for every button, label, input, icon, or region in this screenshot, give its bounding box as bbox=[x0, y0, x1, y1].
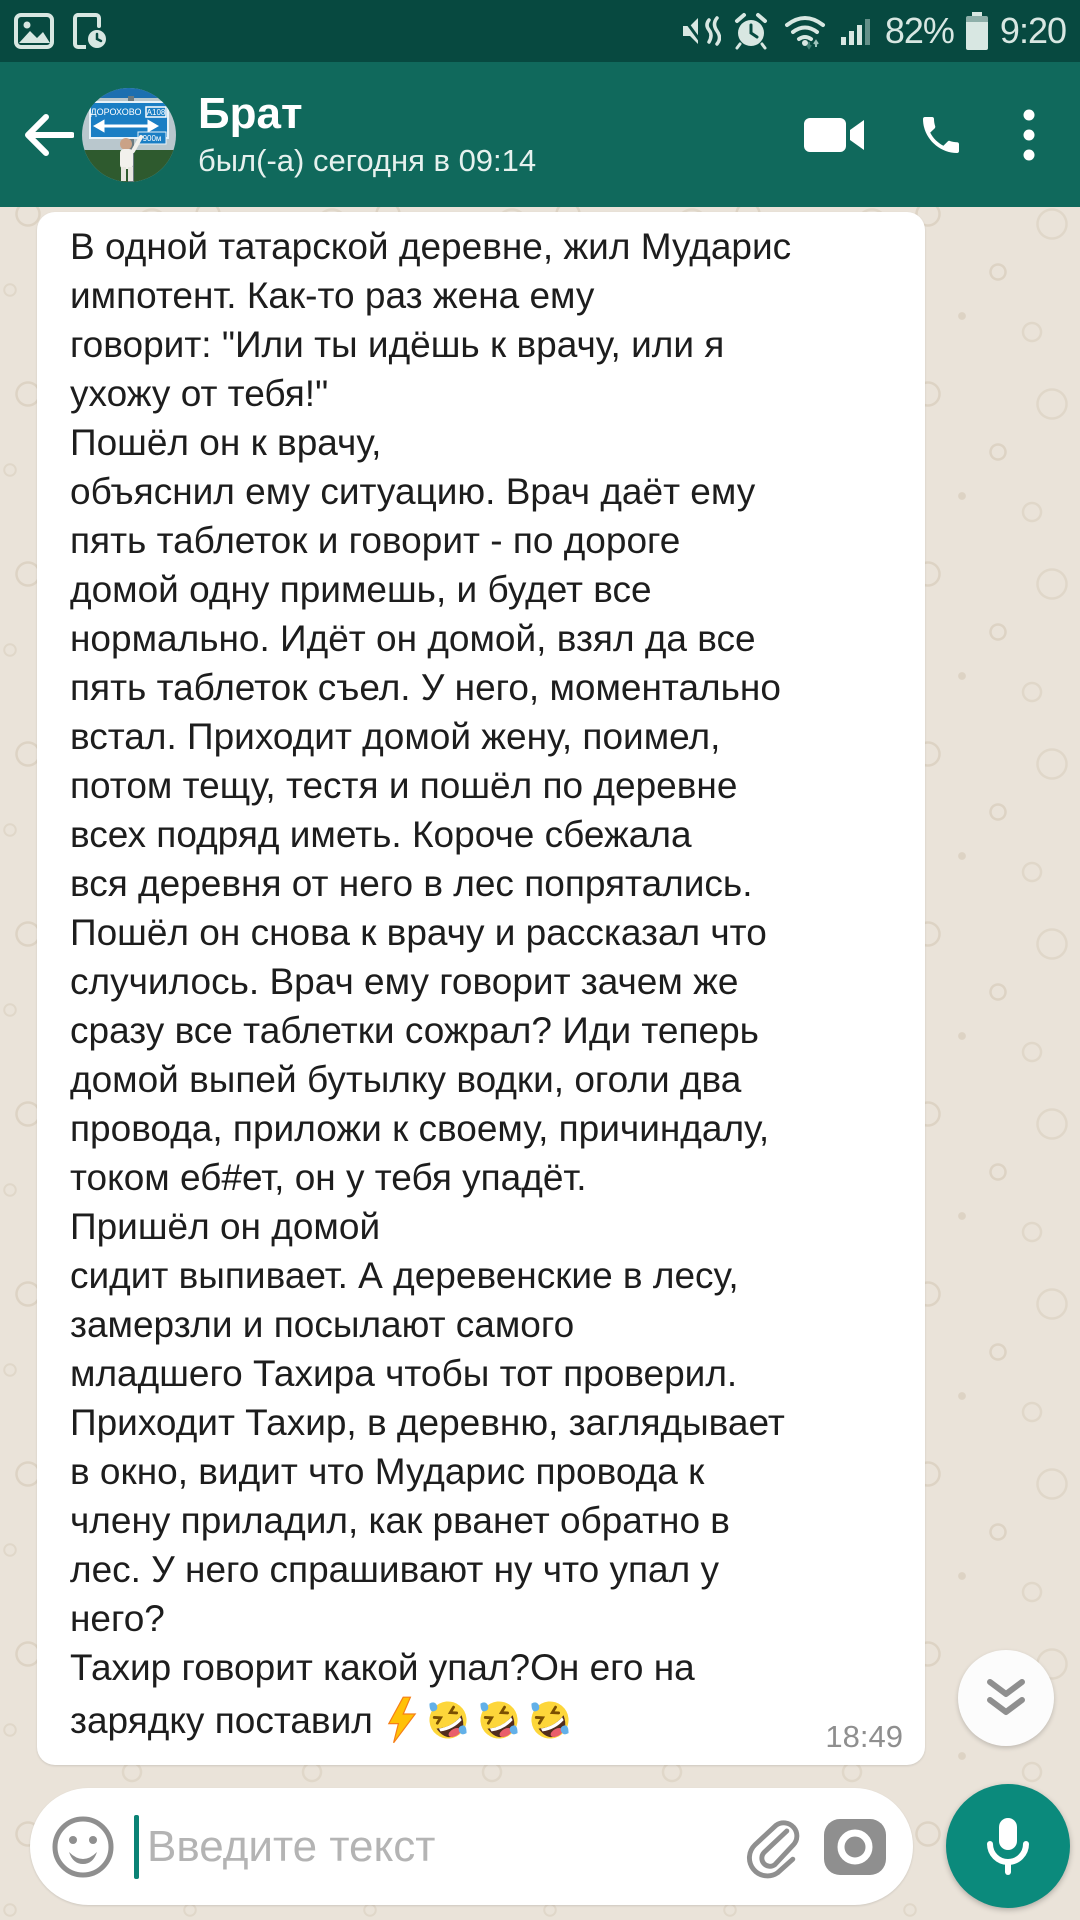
message-line: Приходит Тахир, в деревню, заглядывает bbox=[70, 1402, 785, 1443]
message-input[interactable] bbox=[145, 1821, 731, 1873]
back-button[interactable] bbox=[16, 90, 80, 180]
message-line: нормально. Идёт он домой, взял да все bbox=[70, 618, 756, 659]
video-call-button[interactable] bbox=[782, 85, 888, 185]
chat-header bbox=[0, 62, 1080, 207]
message-line: младшего Тахира чтобы тот проверил. bbox=[70, 1353, 738, 1394]
message-line: в окно, видит что Мударис провода к bbox=[70, 1451, 705, 1492]
more-vert-icon bbox=[1023, 107, 1035, 163]
rofl-emoji bbox=[475, 1696, 523, 1744]
microphone-icon bbox=[980, 1814, 1036, 1878]
video-call-icon bbox=[804, 114, 866, 156]
message-line: сразу все таблетки сожрал? Иди теперь bbox=[70, 1010, 759, 1051]
message-line: случилось. Врач ему говорит зачем же bbox=[70, 961, 739, 1002]
avatar-road-sign-photo bbox=[82, 88, 176, 182]
cellular-signal-icon bbox=[839, 13, 875, 49]
message-line: Пошёл он снова к врачу и рассказал что bbox=[70, 912, 767, 953]
smart-view-clock-icon bbox=[68, 11, 108, 51]
text-cursor bbox=[134, 1815, 139, 1879]
contact-avatar[interactable] bbox=[82, 88, 176, 182]
rofl-emoji bbox=[424, 1696, 472, 1744]
message-line: пять таблеток съел. У него, моментально bbox=[70, 667, 781, 708]
message-line: домой выпей бутылку водки, оголи два bbox=[70, 1059, 742, 1100]
battery-icon bbox=[964, 10, 990, 52]
message-line: провода, приложи к своему, причиндалу, bbox=[70, 1108, 770, 1149]
message-line: ухожу от тебя!" bbox=[70, 373, 329, 414]
scroll-to-bottom-button[interactable] bbox=[958, 1650, 1054, 1746]
header-actions bbox=[782, 85, 1064, 185]
camera-button[interactable] bbox=[815, 1802, 895, 1892]
mute-vibrate-icon bbox=[679, 12, 721, 50]
message-line: пять таблеток и говорит - по дороге bbox=[70, 520, 681, 561]
message-line: Пришёл он домой bbox=[70, 1206, 381, 1247]
message-line: встал. Приходит домой жену, поимел, bbox=[70, 716, 721, 757]
camera-icon bbox=[822, 1817, 888, 1877]
attach-button[interactable] bbox=[731, 1802, 815, 1892]
gallery-notification-icon bbox=[14, 13, 54, 49]
lightning-emoji bbox=[383, 1696, 421, 1744]
back-arrow-icon bbox=[22, 113, 74, 157]
chat-area bbox=[0, 207, 1080, 1785]
avatar-sign-distance: 900м bbox=[142, 133, 162, 143]
smiley-icon bbox=[50, 1814, 116, 1880]
voice-message-button[interactable] bbox=[946, 1784, 1070, 1908]
composer-bar bbox=[0, 1770, 1080, 1920]
message-timestamp: 18:49 bbox=[825, 1719, 903, 1754]
incoming-message-bubble[interactable] bbox=[37, 212, 925, 1765]
emoji-picker-button[interactable] bbox=[46, 1802, 120, 1892]
message-line: замерзли и посылают самого bbox=[70, 1304, 575, 1345]
message-line: Пошёл он к врачу, bbox=[70, 422, 382, 463]
phone-icon bbox=[917, 111, 965, 159]
message-line: члену приладил, как рванет обратно в bbox=[70, 1500, 730, 1541]
message-line: домой одну примешь, и будет все bbox=[70, 569, 652, 610]
message-line: вся деревня от него в лес попрятались. bbox=[70, 863, 753, 904]
message-line: сидит выпивает. А деревенские в лесу, bbox=[70, 1255, 739, 1296]
message-line: потом тещу, тестя и пошёл по деревне bbox=[70, 765, 738, 806]
message-line: лес. У него спрашивают ну что упал у bbox=[70, 1549, 719, 1590]
status-clock: 9:20 bbox=[999, 10, 1066, 51]
message-emojis bbox=[383, 1696, 574, 1744]
status-notification-icons bbox=[14, 11, 108, 51]
message-text bbox=[70, 222, 901, 1692]
message-line: всех подряд иметь. Короче сбежала bbox=[70, 814, 692, 855]
avatar-sign-badge: А108 bbox=[146, 107, 166, 117]
alarm-icon bbox=[731, 11, 771, 51]
message-input-pill bbox=[30, 1788, 913, 1905]
contact-name: Брат bbox=[198, 88, 303, 138]
paperclip-icon bbox=[741, 1812, 805, 1882]
message-line: В одной татарской деревне, жил Мударис bbox=[70, 226, 792, 267]
message-line: него? bbox=[70, 1598, 165, 1639]
menu-button[interactable] bbox=[994, 85, 1064, 185]
message-line: говорит: "Или ты идёшь к врачу, или я bbox=[70, 324, 725, 365]
message-line: зарядку поставил bbox=[70, 1699, 373, 1741]
status-system-icons bbox=[679, 10, 1066, 52]
message-last-line bbox=[70, 1692, 901, 1748]
battery-percent: 82% bbox=[884, 10, 954, 51]
voice-call-button[interactable] bbox=[888, 85, 994, 185]
contact-info[interactable] bbox=[198, 89, 782, 181]
last-seen-status: был(-а) сегодня в 09:14 bbox=[198, 142, 537, 178]
message-line: Тахир говорит какой упал?Он его на bbox=[70, 1647, 695, 1688]
double-chevron-down-icon bbox=[982, 1676, 1030, 1720]
avatar-sign-title: ДОРОХОВО bbox=[90, 106, 142, 117]
message-line: импотент. Как-то раз жена ему bbox=[70, 275, 595, 316]
message-line: объяснил ему ситуацию. Врач даёт ему bbox=[70, 471, 756, 512]
status-bar bbox=[0, 0, 1080, 62]
message-line: током еб#ет, он у тебя упадёт. bbox=[70, 1157, 587, 1198]
wifi-icon bbox=[781, 12, 829, 50]
rofl-emoji bbox=[526, 1696, 574, 1744]
